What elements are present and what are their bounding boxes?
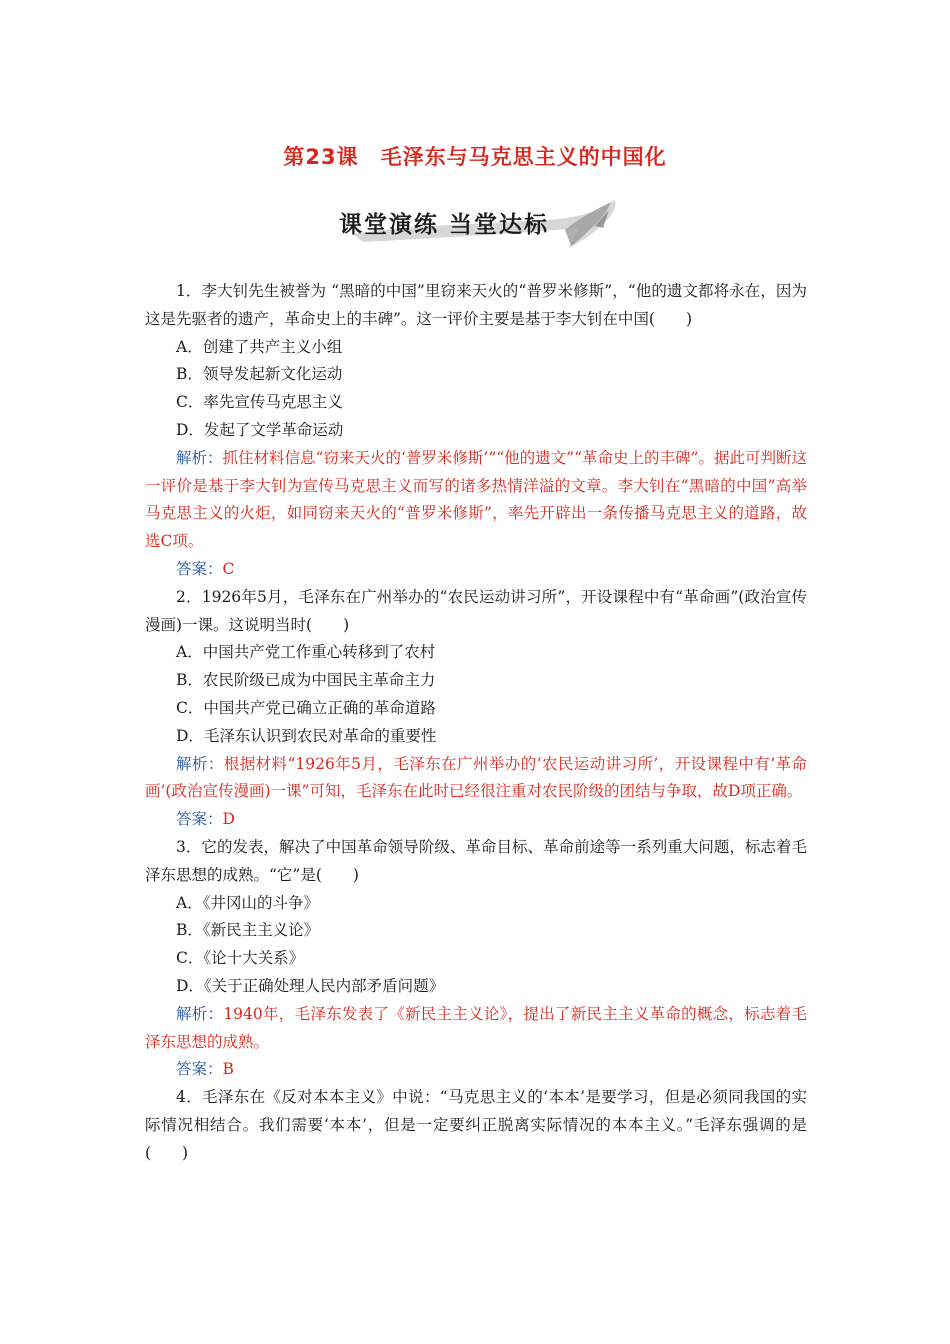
question-3 [145,834,807,1084]
option-a: A．创建了共产主义小组 [176,337,343,356]
analysis [145,751,807,807]
analysis-label: 解析： [176,754,224,773]
answer-label: 答案： [176,559,223,578]
question-4 [145,1084,807,1167]
option-c: C．中国共产党已确立正确的革命道路 [176,698,436,717]
answer-value: D [222,810,235,829]
question-list [145,278,807,1168]
answer-label: 答案： [176,1060,223,1079]
option-a: A．《井冈山的斗争》 [176,893,319,912]
banner-title: 课堂演练 当堂达标 [339,212,550,238]
lesson-title: 第23课 毛泽东与马克思主义的中国化 [283,145,667,169]
option-b: B．《新民主主义论》 [176,921,320,940]
section-banner [333,196,623,252]
analysis-text: 1940年，毛泽东发表了《新民主主义论》，提出了新民主主义革命的概念，标志着毛泽东思想的成熟。 [145,1004,807,1051]
analysis [145,445,807,556]
option-a: A．中国共产党工作重心转移到了农村 [176,643,436,662]
option-c: C．《论十大关系》 [176,949,305,968]
analysis-text: 根据材料“1926年5月，毛泽东在广州举办的‘农民运动讲习所’，开设课程中有‘革命画’(政治宣传漫画)一课”可知，毛泽东在此时已经很注重对农民阶级的团结与争取，故D项正确。 [145,754,807,801]
analysis-text: 抓住材料信息“窃来天火的‘普罗米修斯’”“他的遗文”“革命史上的丰碑”。据此可判断这一评价是基于李大钊为宣传马克思主义而写的诸多热情洋溢的文章。李大钊在“黑暗的中国”高举马克思主义的火炬，如同窃来天火的“普罗米修斯”，率先开辟出一条传播马克思主义的道路，故选C项。 [145,448,807,551]
question-2 [145,584,807,834]
option-d: D．毛泽东认识到农民对革命的重要性 [176,726,437,745]
answer [145,806,807,834]
question-stem: 3．它的发表，解决了中国革命领导阶级、革命目标、革命前途等一系列重大问题，标志着毛泽东思想的成熟。“它”是( ) [145,837,807,884]
analysis-label: 解析： [176,1004,224,1023]
question-stem: 2．1926年5月，毛泽东在广州举办的“农民运动讲习所”，开设课程中有“革命画”(政治宣传漫画)一课。这说明当时( ) [145,587,807,634]
question-1 [145,278,807,584]
question-stem: 1．李大钊先生被誉为 “黑暗的中国”里窃来天火的“普罗米修斯”，“他的遗文都将永在，因为这是先驱者的遗产，革命史上的丰碑”。这一评价主要是基于李大钊在中国( ) [145,282,807,328]
answer-value: C [222,559,235,578]
option-d: D．《关于正确处理人民内部矛盾问题》 [176,976,445,995]
option-c: C．率先宣传马克思主义 [176,393,343,412]
answer-label: 答案： [176,810,223,829]
analysis-label: 解析： [176,448,223,467]
answer [145,556,807,584]
answer-value: B [222,1060,234,1079]
option-d: D．发起了文学革命运动 [176,420,344,439]
analysis [145,1001,807,1057]
question-stem: 4．毛泽东在《反对本本主义》中说：“马克思主义的‘本本’是要学习，但是必须同我国的实际情况相结合。我们需要‘本本’，但是一定要纠正脱离实际情况的本本主义。”毛泽东强调的是( ) [145,1088,807,1162]
answer [145,1056,807,1084]
option-b: B．农民阶级已成为中国民主革命主力 [176,671,436,690]
option-b: B．领导发起新文化运动 [176,365,343,384]
